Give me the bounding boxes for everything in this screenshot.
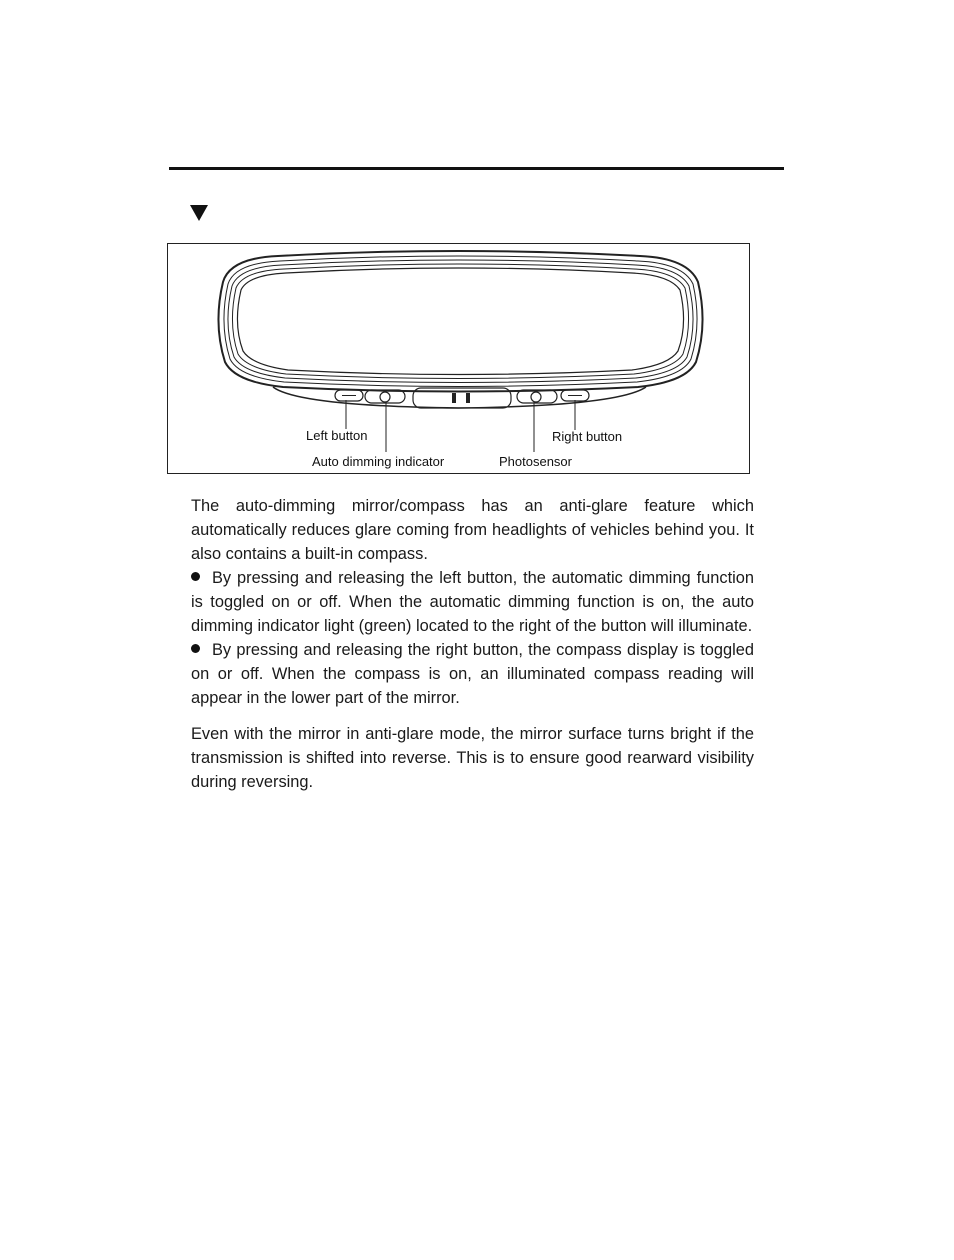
section-marker-triangle-icon <box>190 205 208 221</box>
body-text <box>191 494 754 794</box>
left-button-callout: Left button <box>306 428 368 443</box>
bullet-left-button <box>191 566 754 638</box>
bullet-icon <box>191 644 200 653</box>
right-button-callout: Right button <box>552 429 623 444</box>
auto-dimming-indicator-callout: Auto dimming indicator <box>312 454 445 469</box>
mirror-illustration <box>168 244 751 475</box>
intro-paragraph: The auto-dimming mirror/compass has an anti-glare feature which automatically reduces glare coming from headlights of vehicles behind you. It also contains a built-in compass. <box>191 497 754 563</box>
section-rule <box>169 167 784 170</box>
bullet-text: By pressing and releasing the right button, the compass display is toggled on or off. When the compass is on, an illuminated compass reading will appear in the lower part of the mirror. <box>191 641 754 707</box>
closing-paragraph: Even with the mirror in anti-glare mode, the mirror surface turns bright if the transmission is shifted into reverse. This is to ensure good rearward visibility during reversing. <box>191 725 754 791</box>
photosensor-callout: Photosensor <box>499 454 572 469</box>
bullet-text: By pressing and releasing the left button, the automatic dimming function is toggled on or off. When the automatic dimming function is on, the auto dimming indicator light (green) located to the right of the button will illuminate. <box>191 569 754 635</box>
bullet-icon <box>191 572 200 581</box>
paragraph-gap <box>191 710 754 722</box>
mirror-figure <box>167 243 750 474</box>
bullet-right-button <box>191 638 754 710</box>
